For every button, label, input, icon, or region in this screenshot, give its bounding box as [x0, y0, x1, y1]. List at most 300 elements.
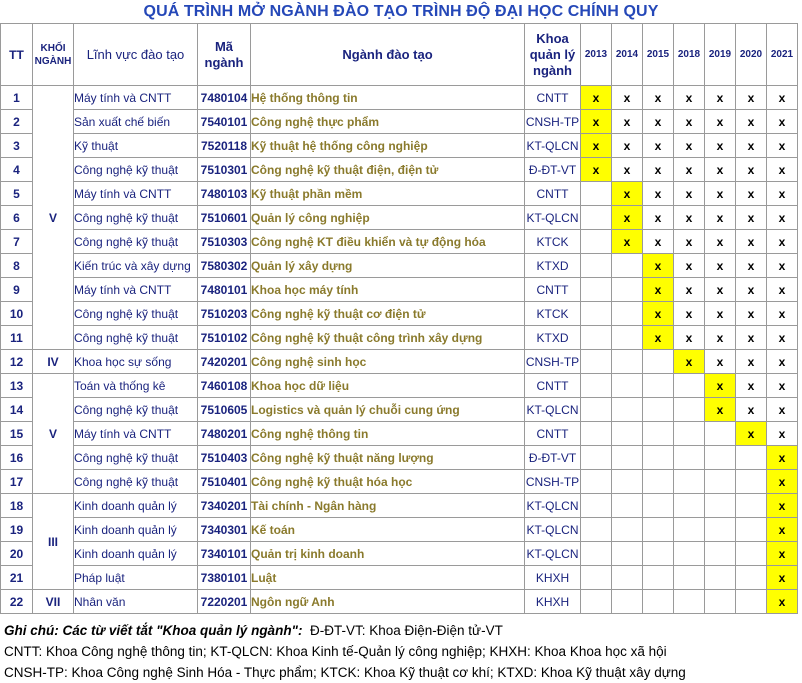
table-row: [1, 134, 798, 158]
year-cell: x: [767, 254, 798, 278]
ma-nganh-cell: 7510303: [198, 230, 251, 254]
year-cell: x: [581, 110, 612, 134]
year-cell: x: [736, 350, 767, 374]
linh-vuc-cell: Kinh doanh quản lý: [74, 518, 198, 542]
linh-vuc-cell: Công nghệ kỹ thuật: [74, 398, 198, 422]
linh-vuc-cell: Công nghệ kỹ thuật: [74, 326, 198, 350]
year-cell: x: [643, 230, 674, 254]
year-cell: x: [612, 182, 643, 206]
table-row: [1, 398, 798, 422]
year-cell: x: [736, 422, 767, 446]
nganh-dao-tao-cell: Kỹ thuật phần mềm: [251, 182, 525, 206]
khoa-quan-ly-cell: KT-QLCN: [525, 398, 581, 422]
year-cell: [612, 542, 643, 566]
table-row: [1, 278, 798, 302]
linh-vuc-cell: Kinh doanh quản lý: [74, 542, 198, 566]
row-number: 13: [1, 374, 33, 398]
row-number: 8: [1, 254, 33, 278]
row-number: 10: [1, 302, 33, 326]
nganh-dao-tao-cell: Công nghệ thực phẩm: [251, 110, 525, 134]
year-cell: x: [767, 494, 798, 518]
year-cell: x: [705, 158, 736, 182]
year-cell: x: [767, 350, 798, 374]
table-row: [1, 158, 798, 182]
header-row: [1, 24, 798, 86]
year-cell: [705, 470, 736, 494]
year-cell: x: [674, 350, 705, 374]
linh-vuc-cell: Nhân văn: [74, 590, 198, 614]
year-cell: x: [674, 158, 705, 182]
row-number: 9: [1, 278, 33, 302]
year-cell: [674, 422, 705, 446]
year-cell: x: [767, 206, 798, 230]
row-number: 6: [1, 206, 33, 230]
year-cell: [736, 494, 767, 518]
nganh-dao-tao-cell: Công nghệ kỹ thuật công trình xây dựng: [251, 326, 525, 350]
note-line-1: [4, 620, 800, 641]
year-cell: [643, 350, 674, 374]
table-row: [1, 302, 798, 326]
linh-vuc-cell: Công nghệ kỹ thuật: [74, 446, 198, 470]
year-cell: x: [643, 278, 674, 302]
year-cell: [612, 590, 643, 614]
khoa-quan-ly-cell: CNTT: [525, 374, 581, 398]
khoa-quan-ly-cell: CNSH-TP: [525, 350, 581, 374]
year-cell: x: [736, 182, 767, 206]
year-cell: [612, 326, 643, 350]
ma-nganh-cell: 7510403: [198, 446, 251, 470]
header-year: 2015: [643, 24, 674, 86]
khoa-quan-ly-cell: CNTT: [525, 182, 581, 206]
ma-nganh-cell: 7510102: [198, 326, 251, 350]
header-tt: TT: [1, 24, 33, 86]
year-cell: [674, 566, 705, 590]
nganh-dao-tao-cell: Công nghệ KT điều khiển và tự động hóa: [251, 230, 525, 254]
table-row: [1, 446, 798, 470]
year-cell: [612, 422, 643, 446]
linh-vuc-cell: Máy tính và CNTT: [74, 182, 198, 206]
year-cell: [705, 494, 736, 518]
table-row: [1, 422, 798, 446]
year-cell: x: [674, 110, 705, 134]
year-cell: x: [767, 566, 798, 590]
year-cell: x: [705, 374, 736, 398]
year-cell: x: [736, 206, 767, 230]
note-line-1-rest: Đ-ĐT-VT: Khoa Điện-Điện tử-VT: [309, 623, 503, 638]
year-cell: x: [736, 134, 767, 158]
year-cell: x: [612, 206, 643, 230]
year-cell: x: [705, 206, 736, 230]
header-year: 2021: [767, 24, 798, 86]
year-cell: x: [767, 110, 798, 134]
year-cell: x: [736, 230, 767, 254]
ma-nganh-cell: 7480103: [198, 182, 251, 206]
row-number: 22: [1, 590, 33, 614]
ma-nganh-cell: 7380101: [198, 566, 251, 590]
year-cell: [581, 302, 612, 326]
khoa-quan-ly-cell: KT-QLCN: [525, 494, 581, 518]
nganh-dao-tao-cell: Công nghệ kỹ thuật năng lượng: [251, 446, 525, 470]
table-body: [1, 86, 798, 614]
khoa-quan-ly-cell: KT-QLCN: [525, 542, 581, 566]
year-cell: x: [767, 182, 798, 206]
khoa-quan-ly-cell: KT-QLCN: [525, 206, 581, 230]
year-cell: x: [612, 158, 643, 182]
year-cell: x: [736, 398, 767, 422]
year-cell: x: [736, 302, 767, 326]
year-cell: [643, 422, 674, 446]
nganh-dao-tao-cell: Khoa học dữ liệu: [251, 374, 525, 398]
linh-vuc-cell: Kinh doanh quản lý: [74, 494, 198, 518]
ma-nganh-cell: 7480104: [198, 86, 251, 110]
year-cell: x: [767, 422, 798, 446]
header-year: 2020: [736, 24, 767, 86]
year-cell: [581, 494, 612, 518]
linh-vuc-cell: Kỹ thuật: [74, 134, 198, 158]
year-cell: [674, 398, 705, 422]
table-row: [1, 326, 798, 350]
year-cell: x: [767, 590, 798, 614]
nganh-dao-tao-cell: Tài chính - Ngân hàng: [251, 494, 525, 518]
year-cell: x: [643, 302, 674, 326]
year-cell: [705, 590, 736, 614]
table-row: [1, 206, 798, 230]
year-cell: [612, 278, 643, 302]
year-cell: x: [612, 230, 643, 254]
khoa-quan-ly-cell: KT-QLCN: [525, 134, 581, 158]
year-cell: x: [736, 110, 767, 134]
row-number: 20: [1, 542, 33, 566]
ma-nganh-cell: 7220201: [198, 590, 251, 614]
khoi-nganh-cell: III: [33, 494, 74, 590]
year-cell: x: [736, 158, 767, 182]
linh-vuc-cell: Công nghệ kỹ thuật: [74, 302, 198, 326]
khoa-quan-ly-cell: KTXD: [525, 254, 581, 278]
table-row: [1, 494, 798, 518]
year-cell: x: [767, 470, 798, 494]
ma-nganh-cell: 7510301: [198, 158, 251, 182]
header-year: 2018: [674, 24, 705, 86]
nganh-dao-tao-cell: Công nghệ kỹ thuật cơ điện tử: [251, 302, 525, 326]
nganh-dao-tao-cell: Khoa học máy tính: [251, 278, 525, 302]
year-cell: [581, 470, 612, 494]
ma-nganh-cell: 7580302: [198, 254, 251, 278]
year-cell: x: [736, 374, 767, 398]
row-number: 18: [1, 494, 33, 518]
year-cell: [736, 566, 767, 590]
ma-nganh-cell: 7510203: [198, 302, 251, 326]
khoa-quan-ly-cell: KHXH: [525, 590, 581, 614]
year-cell: x: [736, 254, 767, 278]
row-number: 3: [1, 134, 33, 158]
khoi-nganh-cell: V: [33, 374, 74, 494]
year-cell: x: [736, 86, 767, 110]
nganh-dao-tao-cell: Luật: [251, 566, 525, 590]
year-cell: x: [767, 278, 798, 302]
table-row: [1, 86, 798, 110]
year-cell: [612, 494, 643, 518]
year-cell: [612, 470, 643, 494]
year-cell: [736, 446, 767, 470]
khoa-quan-ly-cell: KHXH: [525, 566, 581, 590]
year-cell: x: [612, 86, 643, 110]
khoa-quan-ly-cell: CNSH-TP: [525, 470, 581, 494]
year-cell: [736, 590, 767, 614]
year-cell: [612, 566, 643, 590]
year-cell: [643, 590, 674, 614]
year-cell: x: [767, 518, 798, 542]
year-cell: [643, 398, 674, 422]
year-cell: x: [612, 134, 643, 158]
year-cell: x: [612, 110, 643, 134]
nganh-dao-tao-cell: Hệ thống thông tin: [251, 86, 525, 110]
linh-vuc-cell: Công nghệ kỹ thuật: [74, 158, 198, 182]
year-cell: x: [643, 182, 674, 206]
year-cell: [581, 230, 612, 254]
khoi-nganh-cell: VII: [33, 590, 74, 614]
year-cell: [581, 254, 612, 278]
year-cell: [643, 518, 674, 542]
header-linh-vuc: Lĩnh vực đào tạo: [74, 24, 198, 86]
year-cell: x: [705, 134, 736, 158]
year-cell: x: [581, 86, 612, 110]
year-cell: [581, 590, 612, 614]
year-cell: [674, 518, 705, 542]
year-cell: [643, 494, 674, 518]
programs-table: [0, 23, 798, 614]
year-cell: x: [767, 446, 798, 470]
year-cell: [674, 590, 705, 614]
page-title: QUÁ TRÌNH MỞ NGÀNH ĐÀO TẠO TRÌNH ĐỘ ĐẠI HỌC CHÍNH QUY: [143, 3, 659, 20]
khoa-quan-ly-cell: KTCK: [525, 302, 581, 326]
khoa-quan-ly-cell: Đ-ĐT-VT: [525, 158, 581, 182]
year-cell: [612, 398, 643, 422]
nganh-dao-tao-cell: Kế toán: [251, 518, 525, 542]
header-khoa-quan-ly: Khoa quản lý ngành: [525, 24, 581, 86]
row-number: 19: [1, 518, 33, 542]
nganh-dao-tao-cell: Quản trị kinh doanh: [251, 542, 525, 566]
year-cell: x: [736, 278, 767, 302]
linh-vuc-cell: Sản xuất chế biến: [74, 110, 198, 134]
linh-vuc-cell: Máy tính và CNTT: [74, 278, 198, 302]
nganh-dao-tao-cell: Quản lý công nghiệp: [251, 206, 525, 230]
year-cell: [581, 542, 612, 566]
year-cell: x: [643, 254, 674, 278]
table-row: [1, 230, 798, 254]
row-number: 17: [1, 470, 33, 494]
table-row: [1, 350, 798, 374]
ma-nganh-cell: 7540101: [198, 110, 251, 134]
year-cell: x: [767, 398, 798, 422]
khoa-quan-ly-cell: KTXD: [525, 326, 581, 350]
year-cell: [581, 326, 612, 350]
note-line-2: CNTT: Khoa Công nghệ thông tin; KT-QLCN: Khoa Kinh tế-Quản lý công nghiệp; KHXH: Khoa Khoa học xã hội: [4, 644, 667, 659]
year-cell: x: [674, 326, 705, 350]
linh-vuc-cell: Công nghệ kỹ thuật: [74, 206, 198, 230]
year-cell: x: [767, 326, 798, 350]
nganh-dao-tao-cell: Kỹ thuật hệ thống công nghiệp: [251, 134, 525, 158]
year-cell: x: [581, 134, 612, 158]
row-number: 7: [1, 230, 33, 254]
header-year: 2013: [581, 24, 612, 86]
year-cell: [612, 350, 643, 374]
header-year: 2019: [705, 24, 736, 86]
row-number: 16: [1, 446, 33, 470]
linh-vuc-cell: Máy tính và CNTT: [74, 422, 198, 446]
row-number: 15: [1, 422, 33, 446]
ma-nganh-cell: 7510605: [198, 398, 251, 422]
row-number: 21: [1, 566, 33, 590]
year-cell: [581, 518, 612, 542]
year-cell: x: [705, 110, 736, 134]
year-cell: x: [705, 350, 736, 374]
year-cell: [581, 374, 612, 398]
table-row: [1, 470, 798, 494]
ma-nganh-cell: 7520118: [198, 134, 251, 158]
year-cell: x: [674, 86, 705, 110]
row-number: 12: [1, 350, 33, 374]
khoa-quan-ly-cell: CNTT: [525, 278, 581, 302]
year-cell: x: [705, 398, 736, 422]
year-cell: x: [767, 230, 798, 254]
year-cell: [581, 278, 612, 302]
table-row: [1, 590, 798, 614]
nganh-dao-tao-cell: Công nghệ kỹ thuật hóa học: [251, 470, 525, 494]
ma-nganh-cell: 7420201: [198, 350, 251, 374]
year-cell: x: [674, 182, 705, 206]
row-number: 5: [1, 182, 33, 206]
year-cell: [643, 374, 674, 398]
year-cell: [705, 422, 736, 446]
khoa-quan-ly-cell: KTCK: [525, 230, 581, 254]
year-cell: x: [674, 302, 705, 326]
linh-vuc-cell: Khoa học sự sống: [74, 350, 198, 374]
ma-nganh-cell: 7460108: [198, 374, 251, 398]
year-cell: x: [767, 134, 798, 158]
table-row: [1, 542, 798, 566]
table-row: [1, 254, 798, 278]
linh-vuc-cell: Pháp luật: [74, 566, 198, 590]
ma-nganh-cell: 7480101: [198, 278, 251, 302]
year-cell: [581, 422, 612, 446]
year-cell: x: [581, 158, 612, 182]
year-cell: [612, 254, 643, 278]
ma-nganh-cell: 7340201: [198, 494, 251, 518]
year-cell: [674, 542, 705, 566]
year-cell: x: [705, 326, 736, 350]
header-nganh-dao-tao: Ngành đào tạo: [251, 24, 525, 86]
year-cell: [643, 542, 674, 566]
linh-vuc-cell: Công nghệ kỹ thuật: [74, 230, 198, 254]
year-cell: [612, 374, 643, 398]
year-cell: [612, 302, 643, 326]
year-cell: x: [643, 206, 674, 230]
year-cell: x: [705, 182, 736, 206]
year-cell: x: [705, 302, 736, 326]
year-cell: x: [643, 110, 674, 134]
year-cell: [581, 350, 612, 374]
nganh-dao-tao-cell: Logistics và quản lý chuỗi cung ứng: [251, 398, 525, 422]
linh-vuc-cell: Máy tính và CNTT: [74, 86, 198, 110]
table-row: [1, 182, 798, 206]
year-cell: [674, 374, 705, 398]
year-cell: [674, 494, 705, 518]
year-cell: [643, 566, 674, 590]
year-cell: [612, 518, 643, 542]
row-number: 11: [1, 326, 33, 350]
year-cell: x: [767, 374, 798, 398]
year-cell: [736, 470, 767, 494]
table-row: [1, 566, 798, 590]
year-cell: x: [674, 230, 705, 254]
linh-vuc-cell: Công nghệ kỹ thuật: [74, 470, 198, 494]
nganh-dao-tao-cell: Công nghệ kỹ thuật điện, điện tử: [251, 158, 525, 182]
year-cell: [705, 566, 736, 590]
table-row: [1, 518, 798, 542]
note-line-3: CNSH-TP: Khoa Công nghệ Sinh Hóa - Thực phẩm; KTCK: Khoa Kỹ thuật cơ khí; KTXD: Khoa Kỹ thuật xây dựng: [4, 665, 686, 680]
notes: [4, 620, 800, 683]
year-cell: [643, 470, 674, 494]
khoa-quan-ly-cell: CNTT: [525, 86, 581, 110]
header-khoi-nganh: KHỐI NGÀNH: [33, 24, 74, 86]
year-cell: [581, 206, 612, 230]
linh-vuc-cell: Kiến trúc và xây dựng: [74, 254, 198, 278]
nganh-dao-tao-cell: Ngôn ngữ Anh: [251, 590, 525, 614]
year-cell: [674, 470, 705, 494]
khoa-quan-ly-cell: Đ-ĐT-VT: [525, 446, 581, 470]
year-cell: [581, 566, 612, 590]
year-cell: x: [705, 254, 736, 278]
year-cell: x: [736, 326, 767, 350]
row-number: 1: [1, 86, 33, 110]
linh-vuc-cell: Toán và thống kê: [74, 374, 198, 398]
ma-nganh-cell: 7340301: [198, 518, 251, 542]
year-cell: [736, 518, 767, 542]
year-cell: [581, 398, 612, 422]
header-year: 2014: [612, 24, 643, 86]
khoa-quan-ly-cell: CNSH-TP: [525, 110, 581, 134]
ma-nganh-cell: 7480201: [198, 422, 251, 446]
year-cell: x: [705, 230, 736, 254]
year-cell: [736, 542, 767, 566]
ma-nganh-cell: 7340101: [198, 542, 251, 566]
khoa-quan-ly-cell: KT-QLCN: [525, 518, 581, 542]
year-cell: x: [643, 158, 674, 182]
ma-nganh-cell: 7510601: [198, 206, 251, 230]
year-cell: x: [705, 278, 736, 302]
khoi-nganh-cell: IV: [33, 350, 74, 374]
year-cell: [674, 446, 705, 470]
year-cell: x: [643, 86, 674, 110]
year-cell: [705, 446, 736, 470]
ma-nganh-cell: 7510401: [198, 470, 251, 494]
year-cell: x: [767, 542, 798, 566]
year-cell: x: [674, 278, 705, 302]
nganh-dao-tao-cell: Công nghệ sinh học: [251, 350, 525, 374]
year-cell: x: [767, 86, 798, 110]
year-cell: x: [705, 86, 736, 110]
year-cell: [581, 446, 612, 470]
year-cell: x: [674, 254, 705, 278]
nganh-dao-tao-cell: Quản lý xây dựng: [251, 254, 525, 278]
year-cell: x: [674, 134, 705, 158]
year-cell: [643, 446, 674, 470]
row-number: 14: [1, 398, 33, 422]
row-number: 2: [1, 110, 33, 134]
year-cell: [705, 518, 736, 542]
nganh-dao-tao-cell: Công nghệ thông tin: [251, 422, 525, 446]
year-cell: x: [674, 206, 705, 230]
